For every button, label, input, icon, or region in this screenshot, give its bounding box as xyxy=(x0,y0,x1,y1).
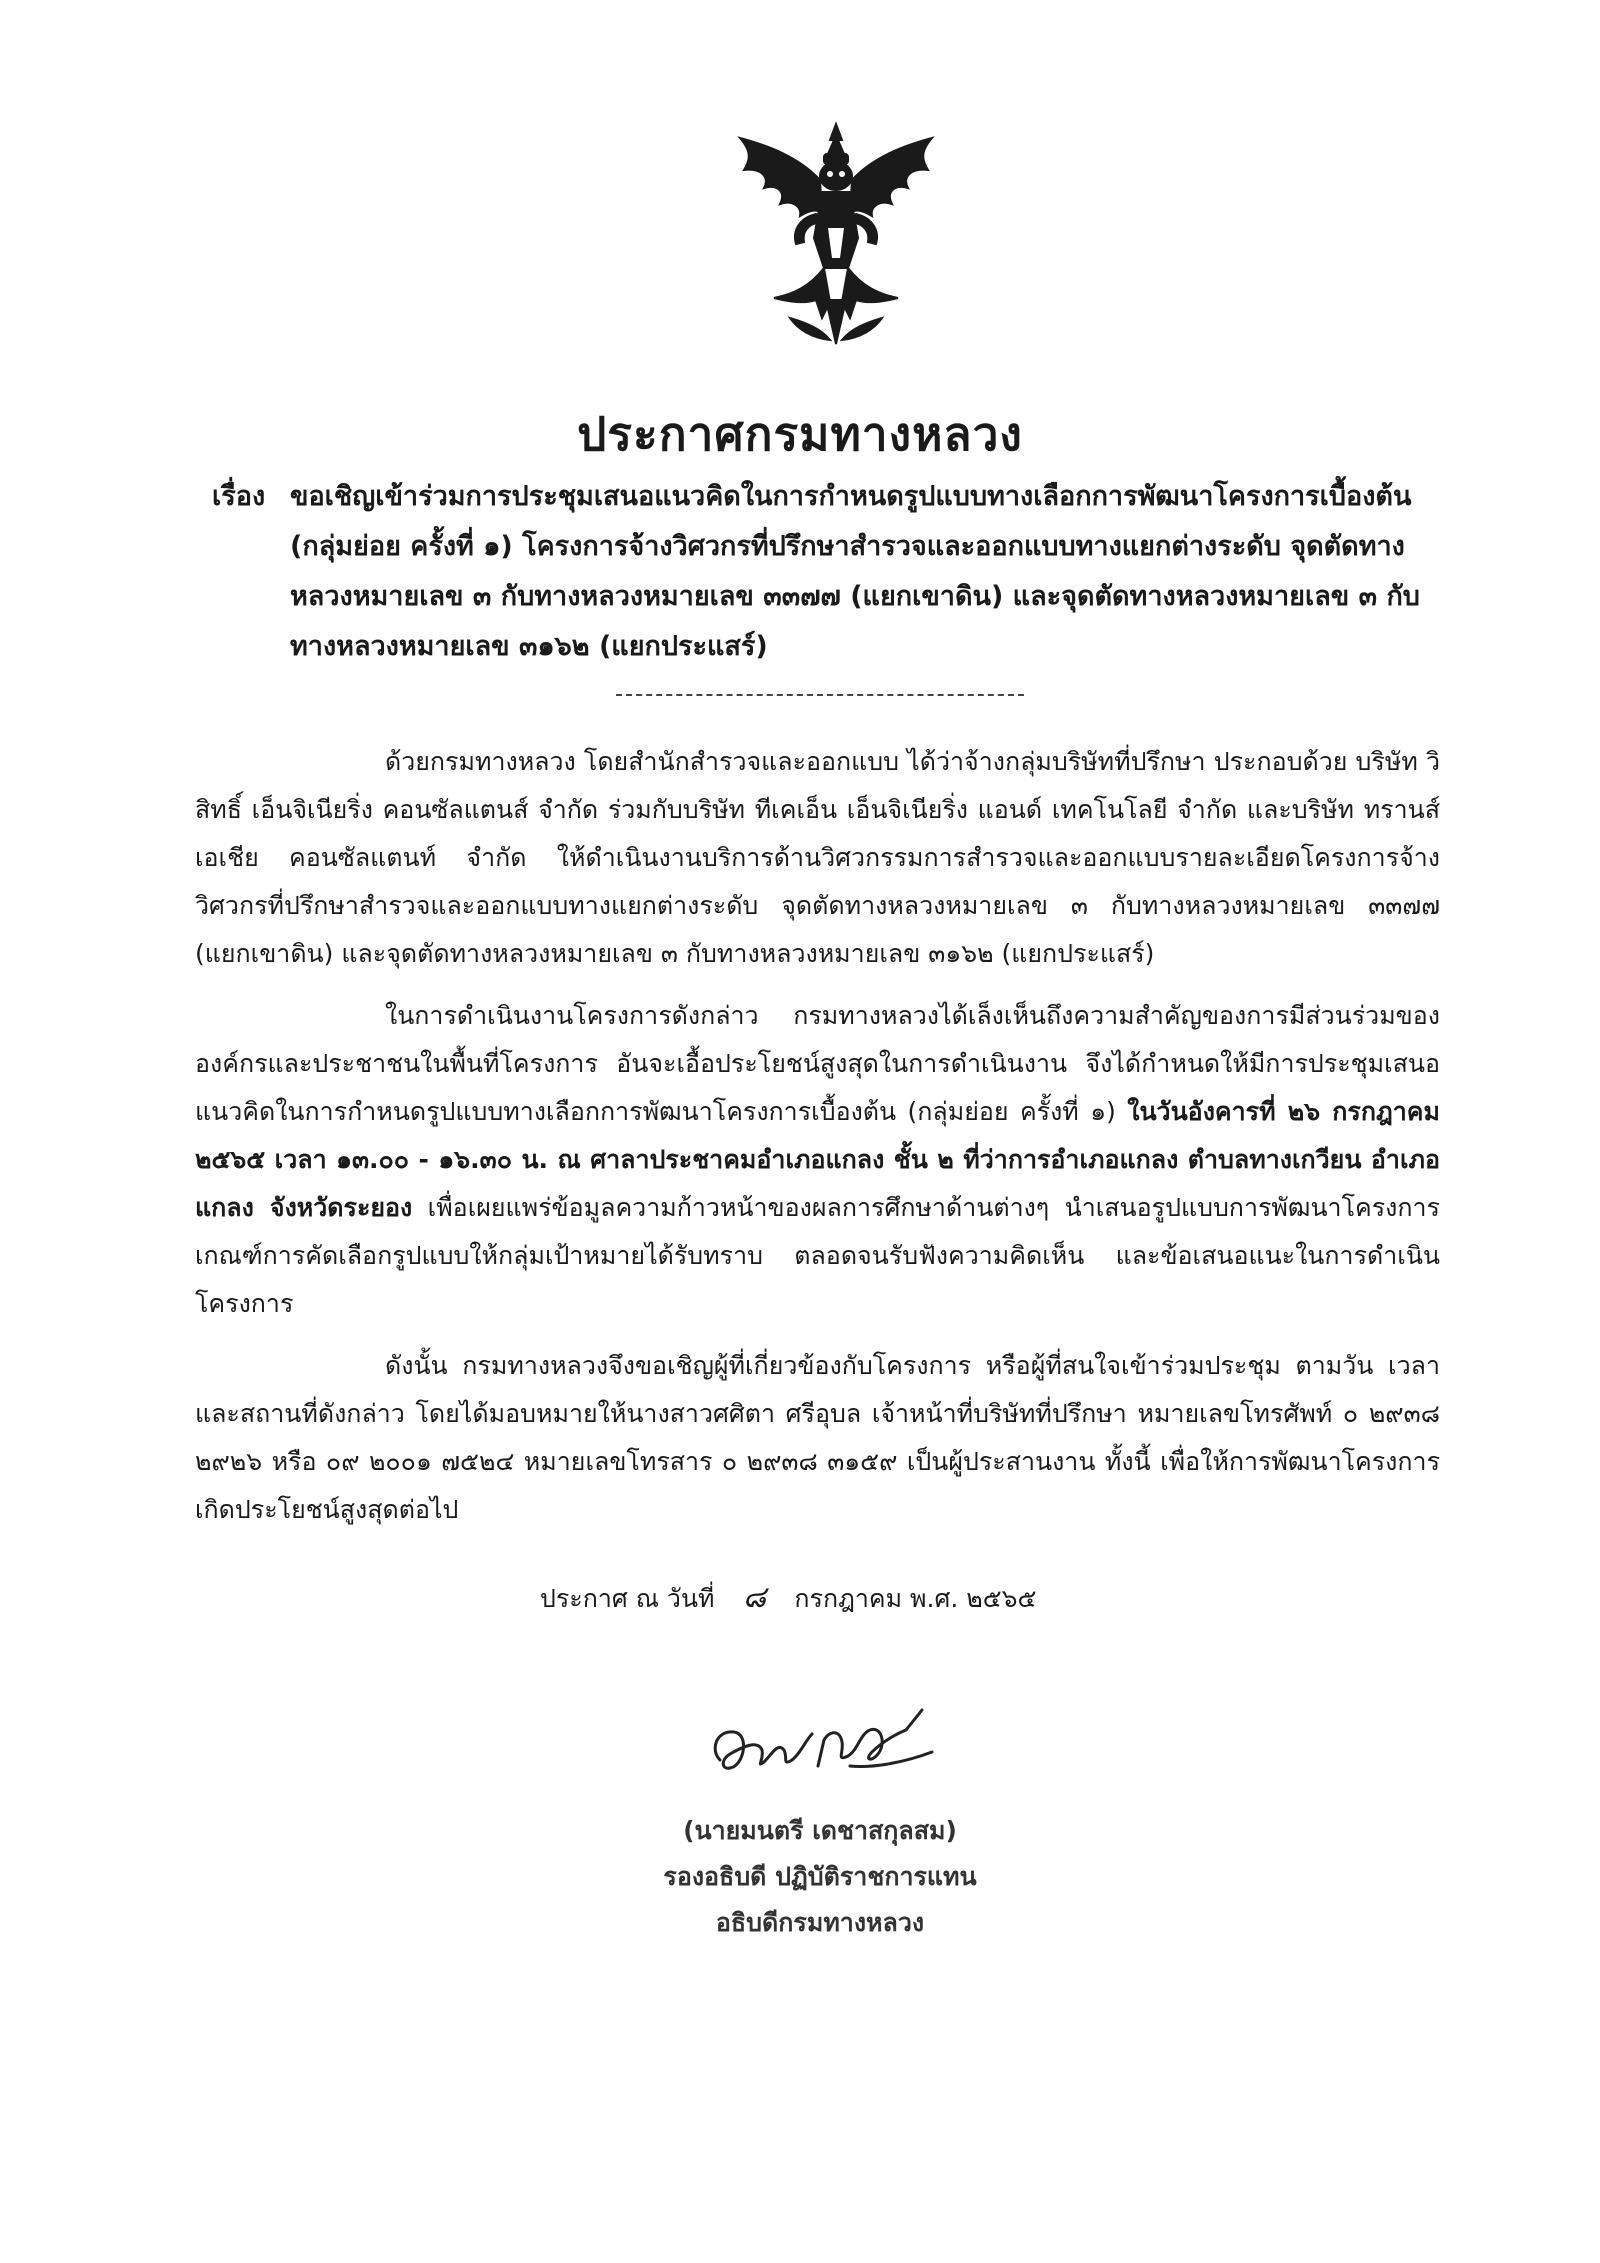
paragraph-1 xyxy=(195,738,1440,978)
announce-suffix: กรกฎาคม พ.ศ. ๒๕๖๕ xyxy=(794,1584,1037,1613)
signer-position: รองอธิบดี ปฏิบัติราชการแทน xyxy=(663,1862,977,1891)
paragraph-1-text: ด้วยกรมทางหลวง โดยสำนักสำรวจและออกแบบ ได้ว่าจ้างกลุ่มบริษัทที่ปรึกษา ประกอบด้วย บริษัท วิสิทธิ์ เอ็นจิเนียริ่ง คอนซัลแตนส์ จำกัด ร่วมกับบริษัท ทีเคเอ็น เอ็นจิเนียริ่ง แอนด์ เทคโนโลยี จำกัด และบริษัท ทรานส์ เอเชีย คอนซัลแตนท์ จำกัด ให้ดำเนินงานบริการด้านวิศวกรรมการสำรวจและออกแบบรายละเอียดโครงการจ้างวิศวกรที่ปรึกษาสำรวจและออกแบบทางแยกต่างระดับ จุดตัดทางหลวงหมายเลข ๓ กับทางหลวงหมายเลข ๓๓๗๗ (แยกเขาดิน) และจุดตัดทางหลวงหมายเลข ๓ กับทางหลวงหมายเลข ๓๑๖๒ (แยกประแสร์) xyxy=(195,747,1440,968)
announce-date-line xyxy=(540,1578,1260,1619)
subject-label: เรื่อง xyxy=(212,481,266,512)
signer-org: อธิบดีกรมทางหลวง xyxy=(715,1908,925,1937)
announce-day: ๘ xyxy=(742,1580,766,1615)
paragraph-3 xyxy=(195,1342,1440,1534)
paragraph-2 xyxy=(195,992,1440,1328)
dashed-divider xyxy=(616,694,1024,696)
subject-block xyxy=(212,472,1440,672)
page-title: ประกาศกรมทางหลวง xyxy=(577,407,1023,461)
paragraph-2-part2: เพื่อเผยแพร่ข้อมูลความก้าวหน้าของผลการศึกษาด้านต่างๆ นำเสนอรูปแบบการพัฒนาโครงการ เกณฑ์การคัดเลือกรูปแบบให้กลุ่มเป้าหมายได้รับทราบ ตลอดจนรับฟังความคิดเห็น และข้อเสนอแนะในการดำเนินโครงการ xyxy=(195,1193,1440,1318)
announce-prefix: ประกาศ ณ วันที่ xyxy=(540,1584,715,1613)
handwritten-signature-icon xyxy=(700,1690,960,1800)
paragraph-3-text: ดังนั้น กรมทางหลวงจึงขอเชิญผู้ที่เกี่ยวข้องกับโครงการ หรือผู้ที่สนใจเข้าร่วมประชุม ตามวัน เวลา และสถานที่ดังกล่าว โดยได้มอบหมายให้นางสาวศศิตา ศรีอุบล เจ้าหน้าที่บริษัทที่ปรึกษา หมายเลขโทรศัพท์ ๐ ๒๙๓๘ ๒๙๒๖ หรือ ๐๙ ๒๐๐๑ ๗๕๒๔ หมายเลขโทรสาร ๐ ๒๙๓๘ ๓๑๕๙ เป็นผู้ประสานงาน ทั้งนี้ เพื่อให้การพัฒนาโครงการเกิดประโยชน์สูงสุดต่อไป xyxy=(195,1351,1440,1524)
meeting-details: ในวันอังคารที่ ๒๖ กรกฎาคม ๒๕๖๕ เวลา ๑๓.๐๐ - ๑๖.๓๐ น. ณ ศาลาประชาคมอำเภอแกลง ชั้น ๒ ที่ว่าการอำเภอแกลง ตำบลทางเกวียน อำเภอแกลง จังหวัดระยอง xyxy=(195,1097,1440,1222)
signer-name: (นายมนตรี เดชาสกุลสม) xyxy=(683,1816,957,1845)
paragraph-2-part1: ในการดำเนินงานโครงการดังกล่าว กรมทางหลวงได้เล็งเห็นถึงความสำคัญของการมีส่วนร่วมขององค์กรและประชาชนในพื้นที่โครงการ อันจะเอื้อประโยชน์สูงสุดในการดำเนินงาน จึงได้กำหนดให้มีการประชุมเสนอแนวคิดในการกำหนดรูปแบบทางเลือกการพัฒนาโครงการเบื้องต้น (กลุ่มย่อย ครั้งที่ ๑) xyxy=(195,1001,1440,1126)
subject-text: ขอเชิญเข้าร่วมการประชุมเสนอแนวคิดในการกำหนดรูปแบบทางเลือกการพัฒนาโครงการเบื้องต้น (กลุ่มย่อย ครั้งที่ ๑) โครงการจ้างวิศวกรที่ปรึกษาสำรวจและออกแบบทางแยกต่างระดับ จุดตัดทางหลวงหมายเลข ๓ กับทางหลวงหมายเลข ๓๓๗๗ (แยกเขาดิน) และจุดตัดทางหลวงหมายเลข ๓ กับทางหลวงหมายเลข ๓๑๖๒ (แยกประแสร์) xyxy=(290,481,1420,662)
paragraph-2-text xyxy=(195,992,1440,1328)
garuda-emblem-icon xyxy=(730,118,942,350)
